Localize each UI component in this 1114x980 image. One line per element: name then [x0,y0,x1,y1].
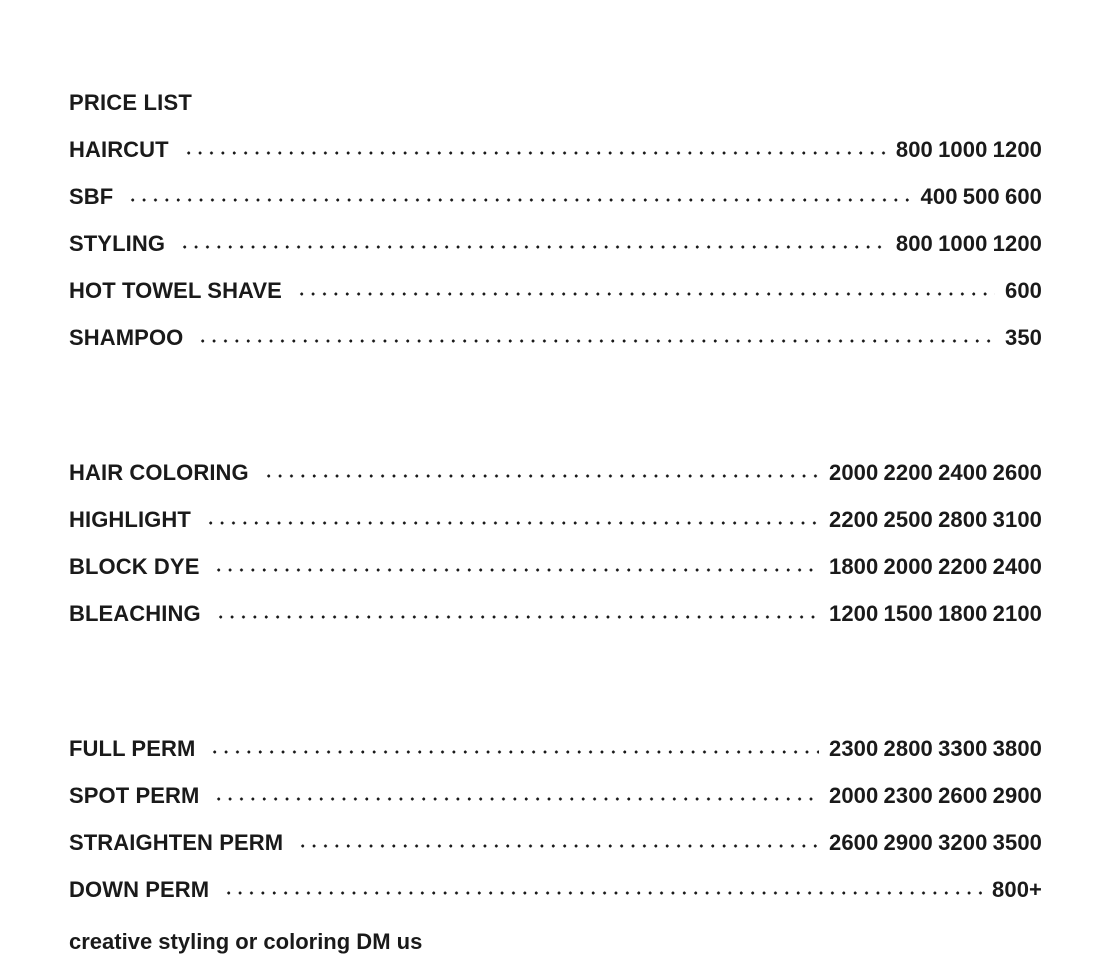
dot-leader [205,518,819,528]
service-prices: 2200 2500 2800 3100 [828,507,1042,532]
dot-leader [297,841,819,851]
price-row [69,229,1042,276]
price-row [69,875,1042,922]
dot-leader [215,612,819,622]
service-name: STYLING [69,231,166,256]
service-prices: 800 1000 1200 [895,231,1042,256]
dot-leader [183,148,886,158]
dot-leader [127,195,910,205]
service-name: STRAIGHTEN PERM [69,830,284,855]
dot-leader [296,289,995,299]
price-row [69,599,1042,646]
price-row [69,828,1042,875]
service-name: HAIRCUT [69,137,169,162]
service-prices: 800+ [992,877,1042,902]
service-name: SPOT PERM [69,783,200,808]
price-row [69,505,1042,552]
service-prices: 350 [1004,325,1042,350]
section-basic-services [69,135,1042,370]
price-row [69,552,1042,599]
price-row [69,135,1042,182]
service-prices: 1200 1500 1800 2100 [828,601,1042,626]
service-prices: 400 500 600 [920,184,1042,209]
service-prices: 2000 2200 2400 2600 [828,460,1042,485]
service-name: FULL PERM [69,736,196,761]
service-prices: 2300 2800 3300 3800 [828,736,1042,761]
dot-leader [197,336,995,346]
price-row [69,182,1042,229]
dot-leader [213,794,819,804]
service-name: HOT TOWEL SHAVE [69,278,282,303]
dot-leader [209,747,819,757]
service-name: HIGHLIGHT [69,507,191,532]
price-row [69,323,1042,370]
dot-leader [223,888,982,898]
price-row [69,734,1042,781]
service-prices: 2600 2900 3200 3500 [828,830,1042,855]
service-name: SBF [69,184,114,209]
service-name: HAIR COLORING [69,460,249,485]
price-row [69,781,1042,828]
service-name: SHAMPOO [69,325,184,350]
service-prices: 2000 2300 2600 2900 [828,783,1042,808]
dot-leader [263,471,819,481]
dot-leader [179,242,886,252]
price-row [69,276,1042,323]
price-list [69,88,1042,922]
service-name: DOWN PERM [69,877,210,902]
service-name: BLEACHING [69,601,201,626]
price-row [69,458,1042,505]
section-coloring-services [69,458,1042,646]
service-prices: 600 [1004,278,1042,303]
dot-leader [213,565,819,575]
page-title: PRICE LIST [69,90,193,115]
service-prices: 1800 2000 2200 2400 [828,554,1042,579]
section-perm-services [69,734,1042,922]
service-name: BLOCK DYE [69,554,200,579]
service-prices: 800 1000 1200 [895,137,1042,162]
footer-note: creative styling or coloring DM us [69,929,423,954]
